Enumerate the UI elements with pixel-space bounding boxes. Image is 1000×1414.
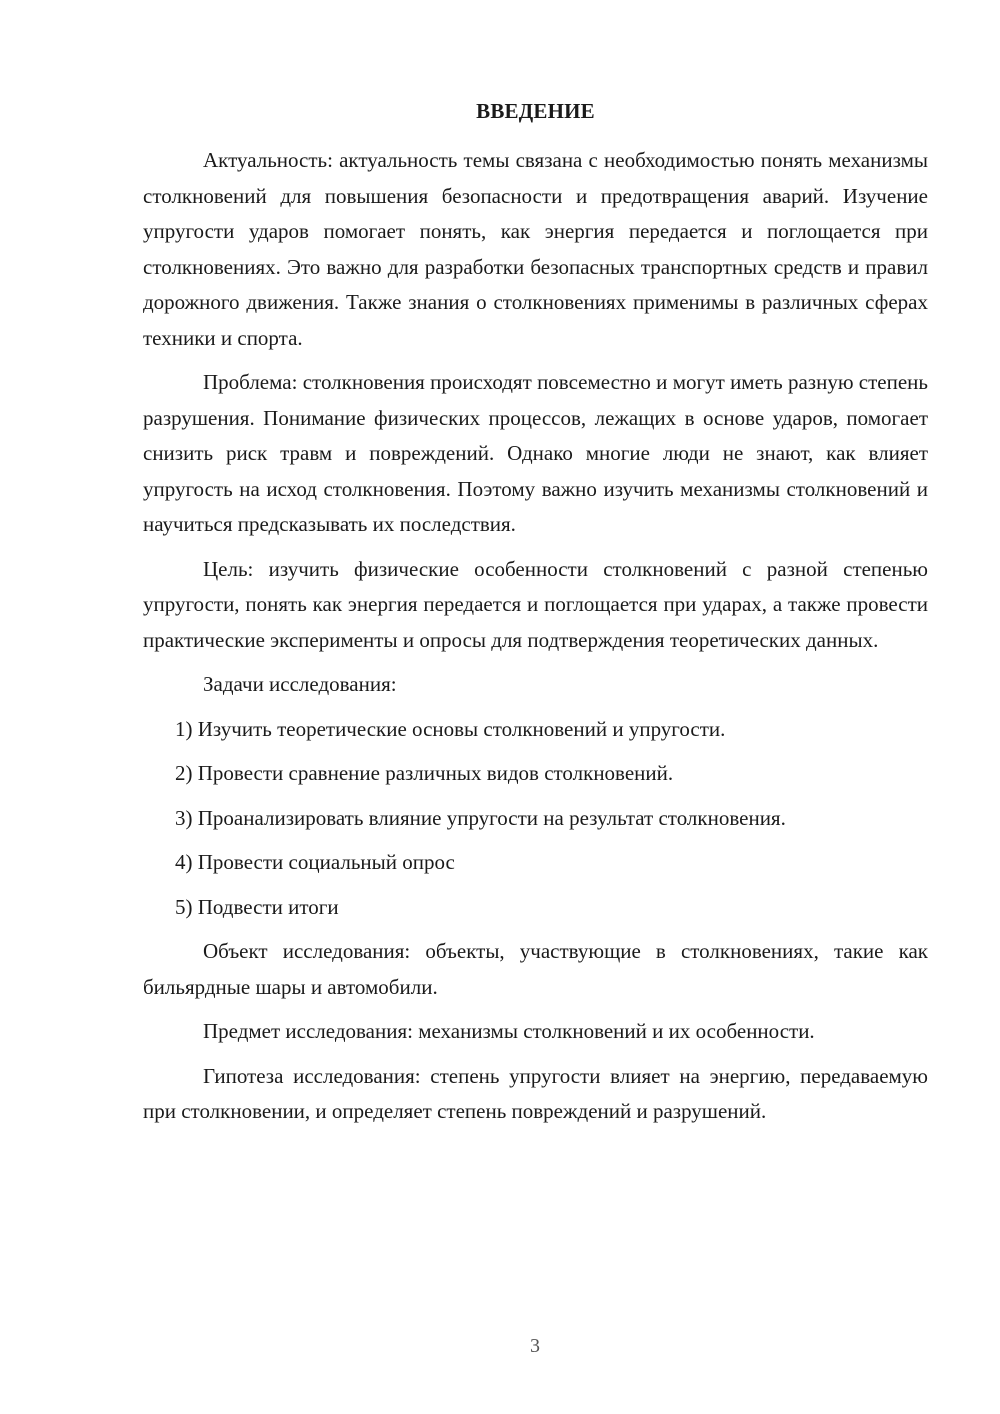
list-item: 4) Провести социальный опрос (175, 850, 455, 874)
paragraph-goal: Цель: изучить физические особенности столкновений с разной степенью упругости, понять как энергия передается и поглощается при ударах, а также провести практические эксперименты и опросы для подтверждения теоретических данных. (143, 556, 928, 652)
paragraph-hypothesis: Гипотеза исследования: степень упругости влияет на энергию, передаваемую при столкновении, и определяет степень повреждений и разрушений. (143, 1063, 928, 1123)
list-item: 2) Провести сравнение различных видов столкновений. (175, 761, 674, 785)
paragraph-tasks-intro: Задачи исследования: (203, 672, 397, 696)
list-item: 1) Изучить теоретические основы столкновений и упругости. (175, 716, 726, 741)
section-heading: ВВЕДЕНИЕ (476, 99, 595, 123)
paragraph-relevance: Актуальность: актуальность темы связана с необходимостью понять механизмы столкновений для повышения безопасности и предотвращения аварий. Изучение упругости ударов помогает понять, как энергия передается и поглощается при столкновениях. Это важно для разработки безопасных транспортных средств и правил дорожного движения. Также знания о столкновениях применимы в различных сферах техники и спорта. (143, 148, 928, 350)
page-number: 3 (530, 1335, 540, 1357)
list-item: 5) Подвести итоги (175, 894, 339, 919)
tasks-list (143, 712, 928, 926)
list-item: 3) Проанализировать влияние упругости на результат столкновения. (175, 805, 786, 830)
paragraph-subject: Предмет исследования: механизмы столкновений и их особенности. (203, 1019, 815, 1043)
body-text (143, 143, 928, 1139)
paragraph-object: Объект исследования: объекты, участвующие в столкновениях, такие как бильярдные шары и автомобили. (143, 939, 928, 999)
paragraph-problem: Проблема: столкновения происходят повсеместно и могут иметь разную степень разрушения. Понимание физических процессов, лежащих в основе ударов, помогает снизить риск травм и повреждений. Однако многие люди не знают, как влияет упругость на исход столкновения. Поэтому важно изучить механизмы столкновений и научиться предсказывать их последствия. (143, 370, 928, 536)
